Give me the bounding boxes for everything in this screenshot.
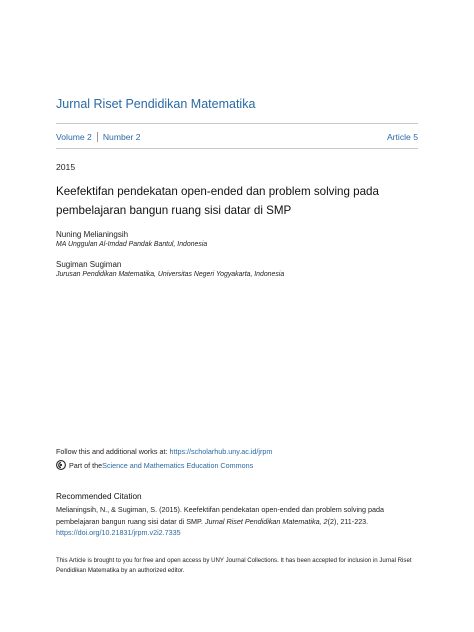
author-affiliation: Jurusan Pendidikan Matematika, Universitas Negeri Yogyakarta, Indonesia [56,271,285,278]
publication-year: 2015 [56,162,76,172]
author-affiliation: MA Unggulan Al-Imdad Pandak Bantul, Indonesia [56,241,208,248]
volume-link[interactable]: Volume 2 [56,132,92,142]
journal-title-link[interactable]: Jurnal Riset Pendidikan Matematika [56,97,256,111]
follow-link[interactable]: https://scholarhub.uny.ac.id/jrpm [169,447,273,456]
citation-issue: (2), 211-223. [327,516,369,526]
commons-link[interactable]: Science and Mathematics Education Commons [102,460,254,470]
creative-commons-icon [56,460,66,470]
issue-meta-row [56,132,418,142]
doi-link[interactable]: https://doi.org/10.21831/jrpm.v2i2.7335 [56,528,181,537]
number-link[interactable]: Number 2 [102,132,141,142]
citation-main: Melianingsih, N., & Sugiman, S. (2015). Keefektifan pendekatan open-ended dan problem solving pada pembelajaran bangun ruang sisi datar di SMP. [56,505,385,526]
meta-separator [97,132,98,142]
follow-prefix: Follow this and additional works at: [56,447,170,456]
part-of-line [56,460,253,470]
part-of-prefix: Part of the [69,460,103,470]
follow-line [56,447,272,456]
citation-text [56,504,418,539]
citation-journal: Jurnal Riset Pendidikan Matematika, 2 [204,516,328,526]
article-title [56,182,418,220]
recommended-citation-heading: Recommended Citation [56,492,142,501]
author-name: Sugiman Sugiman [56,260,122,269]
open-access-notice: This Article is brought to you for free and open access by UNY Journal Collections. It has been accepted for inclusion in Jurnal Riset Pendidikan Matematika by an authorized editor. [56,557,412,574]
article-title-line-1: Keefektifan pendekatan open-ended dan problem solving pada [56,185,379,198]
author-name: Nuning Melianingsih [56,230,129,239]
meta-divider [56,148,418,149]
article-title-line-2: pembelajaran bangun ruang sisi datar di SMP [56,204,292,217]
top-divider [56,123,418,124]
article-link[interactable]: Article 5 [386,132,418,142]
